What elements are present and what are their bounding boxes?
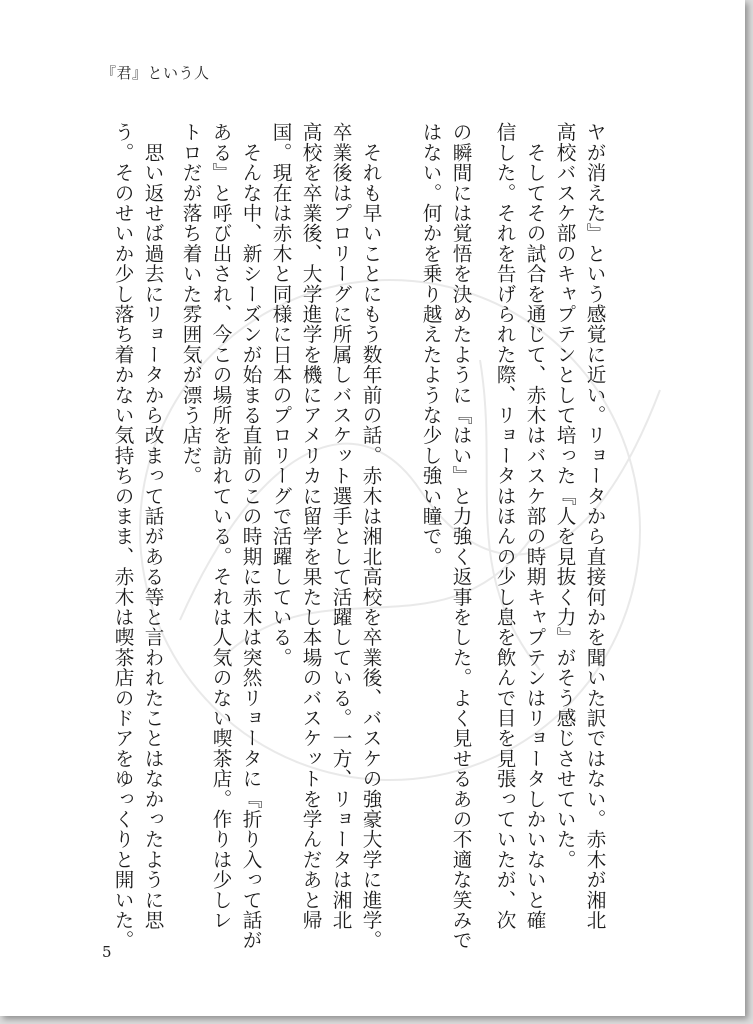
vertical-text-body [104, 122, 608, 951]
text-column: 国。現在は赤木と同様に日本のプロリーグで活躍している。 [269, 122, 292, 668]
text-column-blank [386, 122, 414, 922]
text-column: ヤが消えた』という感覚に近い。リョータから直接何かを聞いた訳ではない。赤木が湘北 [583, 122, 606, 930]
text-column: 思い返せば過去にリョータから改まって話がある等と言われたことはなかったように思 [141, 122, 164, 930]
text-column: 高校を卒業後、大学進学を機にアメリカに留学を果たし本場のバスケットを学んだあと帰 [299, 122, 322, 930]
text-column: ある』と呼び出され、今この場所を訪れている。それは人気のない喫茶店。作りは少しレ [209, 122, 232, 930]
text-column: それも早いことにもう数年前の話。赤木は湘北高校を卒業後、バスケの強豪大学に進学。 [359, 122, 382, 951]
text-column: はない。何かを乗り越えたような少し強い瞳で。 [419, 122, 442, 567]
text-column: の瞬間には覚悟を決めたように『はい』と力強く返事をした。よく見せるあの不適な笑みで [449, 122, 472, 951]
text-column: そしてその試合を通じて、赤木はバスケ部の時期キャプテンはリョータしかいないと確 [523, 122, 546, 930]
text-column: トロだが落ち着いた雰囲気が漂う店だ。 [179, 122, 202, 486]
text-column: 信した。それを告げられた際、リョータはほんの少し息を飲んで目を見張っていたが、次 [493, 122, 516, 930]
text-column: 卒業後はプロリーグに所属しバスケット選手として活躍している。一方、リョータは湘北 [329, 122, 352, 930]
text-column: 高校バスケ部のキャプテンとして培った『人を見抜く力』がそう感じさせていた。 [553, 122, 576, 870]
running-head: 『君』という人 [101, 64, 210, 82]
text-column: そんな中、新シーズンが始まる直前のこの時期に赤木は突然リョータに『折り入って話が [239, 122, 262, 951]
page-number: 5 [102, 943, 112, 961]
text-column: う。そのせいか少し落ち着かない気持ちのまま、赤木は喫茶店のドアをゆっくりと開いた。 [111, 122, 134, 951]
